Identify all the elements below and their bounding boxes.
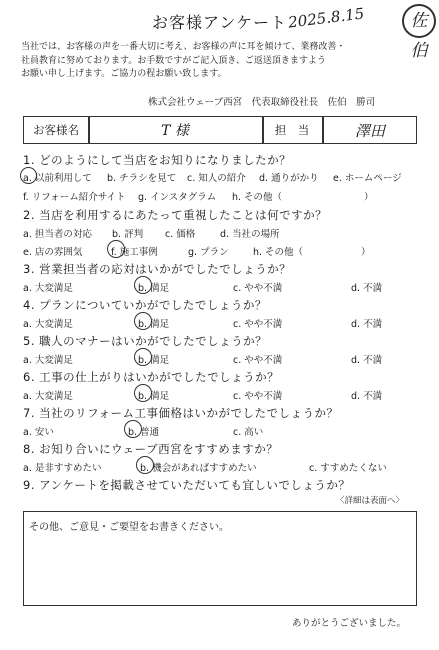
q1-option-h[interactable]: h. その他（	[232, 192, 283, 203]
q2-option-e[interactable]: e. 店の雰囲気	[23, 247, 83, 258]
q3-option-c[interactable]: c. やや不満	[233, 283, 283, 294]
q2-option-h[interactable]: h. その他（	[253, 247, 304, 258]
q1-option-b[interactable]: b. チラシを見て	[107, 173, 177, 184]
q7-option-c[interactable]: c. 高い	[233, 427, 264, 438]
selected-circle	[134, 276, 152, 294]
company-signature: 株式会社ウェーブ西宮 代表取締役社長 佐伯 勝司	[148, 97, 376, 108]
q2-option-a[interactable]: a. 担当者の対応	[23, 229, 92, 240]
q1-option-c[interactable]: c. 知人の紹介	[187, 173, 246, 184]
q6-option-d[interactable]: d. 不満	[351, 391, 383, 402]
intro-line: お願い申し上げます。ご協力の程お願い致します。	[21, 69, 227, 79]
q6-option-b[interactable]: b. 満足	[138, 391, 170, 402]
selected-circle	[134, 312, 152, 330]
q4-option-b[interactable]: b. 満足	[138, 319, 170, 330]
q4-option-a[interactable]: a. 大変満足	[23, 319, 73, 330]
selected-circle	[20, 167, 37, 184]
customer-name-value[interactable]: T 様	[161, 123, 189, 139]
q2-option-c[interactable]: c. 価格	[165, 229, 196, 240]
q8-option-b[interactable]: b. 機会があればすすめたい	[140, 463, 257, 474]
selected-circle	[136, 456, 154, 474]
q5-option-a[interactable]: a. 大変満足	[23, 355, 73, 366]
comment-label: その他、ご意見・ご要望をお書きください。	[29, 522, 229, 533]
q1-option-h-close: ）	[364, 192, 374, 203]
q3-option-d[interactable]: d. 不満	[351, 283, 383, 294]
question-6: 6. 工事の仕上がりはいかがでしたでしょうか？	[23, 370, 280, 384]
handwritten-date: 2025.8.15	[287, 4, 366, 32]
q4-option-c[interactable]: c. やや不満	[233, 319, 283, 330]
q2-option-h-close: ）	[361, 247, 371, 258]
selected-circle	[134, 348, 152, 366]
q5-option-d[interactable]: d. 不満	[351, 355, 383, 366]
q8-option-c[interactable]: c. すすめたくない	[309, 463, 387, 474]
staff-label: 担 当	[274, 123, 310, 137]
survey-title: お客様アンケート	[151, 13, 288, 32]
q2-option-g[interactable]: g. プラン	[188, 247, 229, 258]
selected-circle	[107, 240, 125, 258]
staff-value[interactable]: 澤田	[354, 121, 385, 140]
seal-stamp: 佐伯	[402, 4, 436, 38]
name-staff-box	[23, 116, 417, 144]
q1-option-e[interactable]: e. ホームページ	[333, 173, 402, 184]
q3-option-a[interactable]: a. 大変満足	[23, 283, 73, 294]
detail-note: 〈詳細は表面へ〉	[336, 496, 405, 506]
intro-text	[21, 41, 421, 82]
q2-option-d[interactable]: d. 当社の場所	[220, 229, 280, 240]
q2-option-b[interactable]: b. 評判	[112, 229, 144, 240]
customer-name-label: お客様名	[33, 123, 79, 137]
question-8: 8. お知り合いにウェーブ西宮をすすめますか？	[23, 442, 279, 456]
q5-option-b[interactable]: b. 満足	[138, 355, 170, 366]
q3-option-b[interactable]: b. 満足	[138, 283, 170, 294]
q2-option-f[interactable]: f. 施工事例	[111, 247, 158, 258]
question-4: 4. プランについていかがでしたでしょうか？	[23, 298, 267, 312]
q5-option-c[interactable]: c. やや不満	[233, 355, 283, 366]
q7-option-a[interactable]: a. 安い	[23, 427, 54, 438]
q7-option-b[interactable]: b. 普通	[128, 427, 160, 438]
q1-option-d[interactable]: d. 通りがかり	[259, 173, 319, 184]
q1-option-g[interactable]: g. インスタグラム	[138, 192, 217, 203]
thanks-text: ありがとうございました。	[292, 618, 407, 629]
question-1: 1. どのようにして当店をお知りになりましたか？	[23, 153, 292, 167]
q1-option-f[interactable]: f. リフォーム紹介サイト	[23, 192, 126, 203]
question-5: 5. 職人のマナーはいかがでしたでしょうか？	[23, 334, 268, 348]
q4-option-d[interactable]: d. 不満	[351, 319, 383, 330]
intro-line: 当社では、お客様の声を一番大切に考え、お客様の声に耳を傾けて、業務改善・	[21, 42, 346, 52]
question-2: 2. 当店を利用するにあたって重視したことは何ですか？	[23, 208, 328, 222]
selected-circle	[124, 420, 142, 438]
question-9: 9. アンケートを掲載させていただいても宜しいでしょうか？	[23, 478, 351, 492]
q6-option-c[interactable]: c. やや不満	[233, 391, 283, 402]
comment-box[interactable]	[23, 511, 417, 606]
intro-line: 社員教育に努めております。お手数ですがご記入頂き、ご返送頂きますよう	[21, 55, 326, 66]
question-7: 7. 当社のリフォーム工事価格はいかがでしたでしょうか？	[23, 406, 339, 420]
selected-circle	[134, 384, 152, 402]
q6-option-a[interactable]: a. 大変満足	[23, 391, 73, 402]
question-3: 3. 営業担当者の応対はいかがでしたでしょうか？	[23, 262, 292, 276]
q8-option-a[interactable]: a. 是非すすめたい	[23, 463, 102, 474]
q1-option-a[interactable]: a. 以前利用して	[23, 173, 92, 184]
